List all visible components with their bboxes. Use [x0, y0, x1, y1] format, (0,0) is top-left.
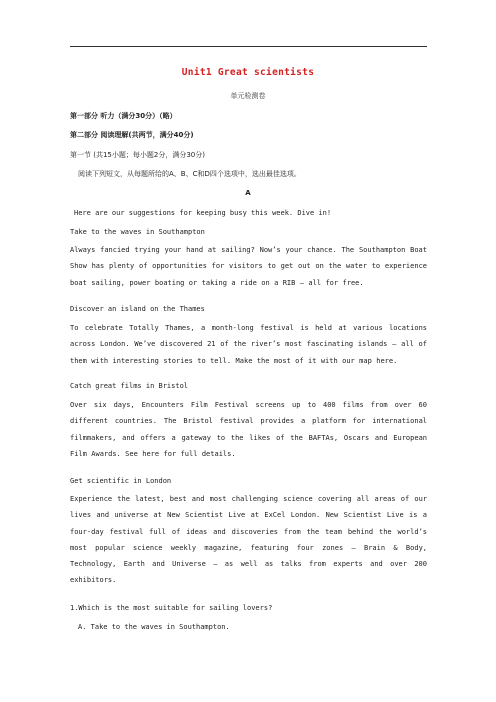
page-title: Unit1 Great scientists	[181, 67, 315, 78]
section-heading-london: Get scientific in London	[70, 477, 172, 485]
passage-intro: Here are our suggestions for keeping busy this week. Dive in!	[74, 209, 332, 217]
header-rule	[70, 46, 427, 47]
section-body-thames: To celebrate Totally Thames, a month-long festival is held at various locations across London. We’ve discovered 21 of the river’s most fascinating islands — all of them with interesting stories to tell. Make the most of it with our map here.	[70, 324, 427, 365]
passage-letter: A	[245, 189, 251, 197]
instructions: 阅读下列短文，从每题所给的A、B、C和D四个选项中，选出最佳选项。	[78, 170, 301, 178]
section-heading-bristol: Catch great films in Bristol	[70, 382, 189, 390]
part1-heading: 第一部分 听力（满分30分）（略）	[70, 112, 177, 120]
section-body-london: Experience the latest, best and most challenging science covering all areas of our lives and universe at New Scientist Live at ExCel London. New Scientist Live is a four-day festival full of ideas and discoveries from the team behind the world’s most popular science weekly magazine, featuring four zones — Brain & Body, Technology, Earth and Universe — as well as talks from experts and over 200 exhibitors.	[70, 495, 427, 585]
section-heading-southampton: Take to the waves in Southampton	[70, 228, 205, 236]
section-heading-thames: Discover an island on the Thames	[70, 305, 205, 313]
question-1: 1.Which is the most suitable for sailing lovers?	[70, 604, 273, 612]
page-subtitle: 单元检测卷	[230, 92, 266, 100]
section1-note: 第一节 (共15小题；每小题2分，满分30分)	[70, 151, 205, 159]
section-body-southampton: Always fancied trying your hand at sailing? Now’s your chance. The Southampton Boat Show has plenty of opportunities for visitors to get out on the water to experience boat sailing, power boating or taking a ride on a RIB — all for free.	[70, 246, 427, 287]
part2-heading: 第二部分 阅读理解(共两节，满分40分)	[70, 131, 194, 139]
section-body-bristol: Over six days, Encounters Film Festival screens up to 400 films from over 60 different countries. The Bristol festival provides a platform for international filmmakers, and offers a gateway to the likes of the BAFTAs, Oscars and European Film Awards. See here for full details.	[70, 401, 427, 458]
question-1-option-a: A. Take to the waves in Southampton.	[78, 623, 230, 631]
